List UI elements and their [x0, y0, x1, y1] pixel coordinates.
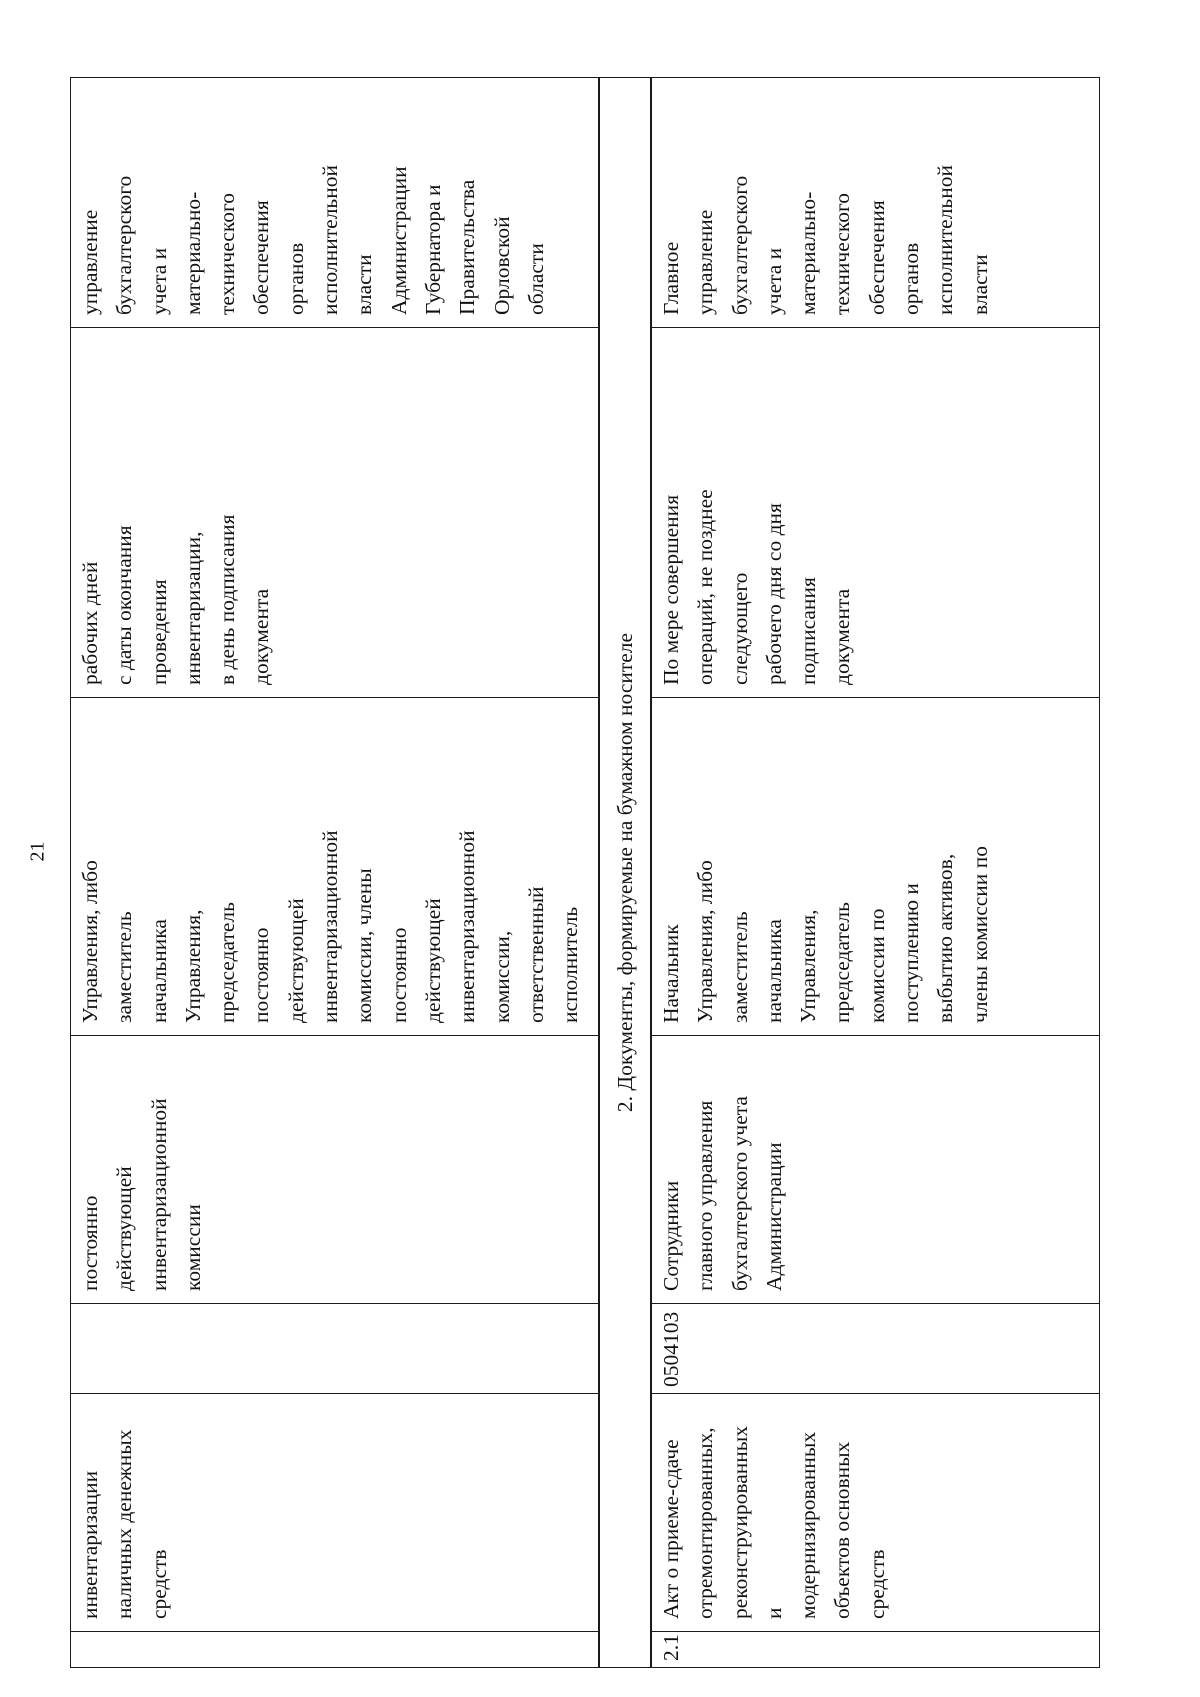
compiler-cell: Сотрудники главного управления бухгалтерского учета Администрации: [651, 1036, 1100, 1304]
form-code-cell: [71, 1304, 600, 1394]
page-number: 21: [26, 841, 49, 862]
deadline-cell: рабочих дней с даты окончания проведения инвентаризации, в день подписания документа: [71, 328, 600, 698]
document-table-container: [70, 78, 1100, 1668]
document-table: [70, 77, 1100, 1668]
table-row: [71, 78, 600, 1668]
table-row: [651, 78, 1100, 1668]
form-code-cell: 0504103: [651, 1304, 1100, 1394]
signer-cell: Управления, либо заместитель начальника Управления, председатель постоянно действующей инвентаризационной комиссии, члены постоянно действующей инвентаризационной комиссии, ответственный исполнитель: [71, 698, 600, 1036]
recipient-cell: Главное управление бухгалтерского учета и материально- технического обеспечения органов исполнительной власти: [651, 78, 1100, 328]
recipient-cell: управление бухгалтерского учета и материально- технического обеспечения органов исполнительной власти Администрации Губернатора и Правительства Орловской области: [71, 78, 600, 328]
document-name-cell: инвентаризации наличных денежных средств: [71, 1394, 600, 1632]
row-number-cell: 2.1: [651, 1632, 1100, 1668]
section-heading-row: [599, 78, 651, 1668]
deadline-cell: По мере совершения операций, не позднее следующего рабочего дня со дня подписания документа: [651, 328, 1100, 698]
compiler-cell: постоянно действующей инвентаризационной комиссии: [71, 1036, 600, 1304]
section-heading: 2. Документы, формируемые на бумажном носителе: [599, 78, 651, 1668]
signer-cell: Начальник Управления, либо заместитель начальника Управления, председатель комиссии по поступлению и выбытию активов, члены комиссии по: [651, 698, 1100, 1036]
row-number-cell: [71, 1632, 600, 1668]
document-name-cell: Акт о приеме-сдаче отремонтированных, реконструированных и модернизированных объектов основных средств: [651, 1394, 1100, 1632]
